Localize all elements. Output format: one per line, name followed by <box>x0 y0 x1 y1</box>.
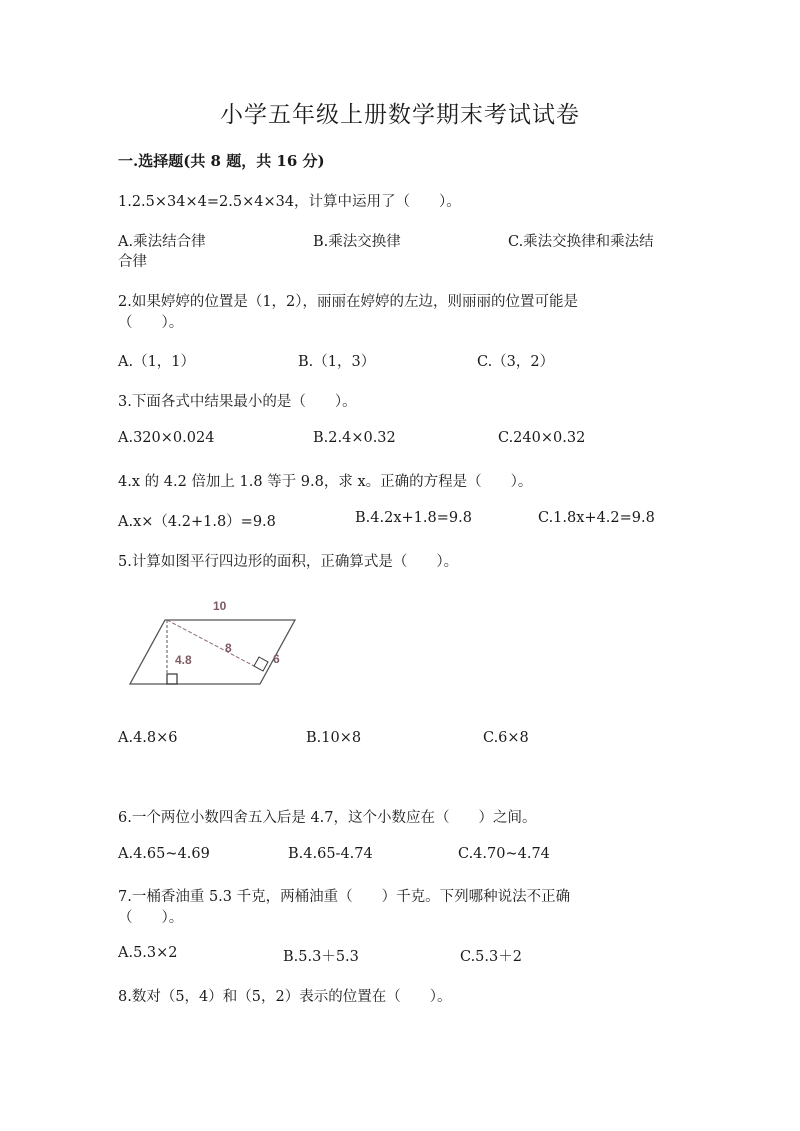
question-2-option-c: C.（3，2） <box>477 354 555 370</box>
question-8-stem: 8.数对（5，4）和（5，2）表示的位置在（ ）。 <box>118 989 452 1005</box>
question-2-option-a: A.（1，1） <box>118 354 196 370</box>
question-5-option-a: A.4.8×6 <box>118 730 178 746</box>
question-6-option-c: C.4.70~4.74 <box>458 846 550 862</box>
question-7-stem-continued: （ ）。 <box>118 910 184 926</box>
question-1-stem: 1.2.5×34×4=2.5×4×34，计算中运用了（ ）。 <box>118 194 461 210</box>
parallelogram-outline <box>130 620 295 684</box>
question-3-option-c: C.240×0.32 <box>498 430 586 446</box>
label-10: 10 <box>213 599 227 613</box>
question-7-option-c: C.5.3＋2 <box>460 949 522 965</box>
question-5-stem: 5.计算如图平行四边形的面积，正确算式是（ ）。 <box>118 554 459 570</box>
question-2-stem-continued: （ ）。 <box>118 315 184 331</box>
question-6-stem: 6.一个两位小数四舍五入后是 4.7，这个小数应在（ ）之间。 <box>118 810 537 826</box>
question-1-option-c-continued: 合律 <box>118 254 147 270</box>
question-3-option-a: A.320×0.024 <box>118 430 215 446</box>
question-6-option-a: A.4.65~4.69 <box>118 846 210 862</box>
label-4-8: 4.8 <box>175 653 192 667</box>
question-3-stem: 3.下面各式中结果最小的是（ ）。 <box>118 394 357 410</box>
section-heading: 一.选择题(共 8 题，共 16 分) <box>118 152 325 170</box>
page-title: 小学五年级上册数学期末考试试卷 <box>220 102 580 128</box>
question-5-option-b: B.10×8 <box>306 730 362 746</box>
question-4-option-a: A.x×（4.2+1.8）=9.8 <box>118 514 276 530</box>
question-3-option-b: B.2.4×0.32 <box>313 430 396 446</box>
question-4-stem: 4.x 的 4.2 倍加上 1.8 等于 9.8，求 x。正确的方程是（ ）。 <box>118 474 533 490</box>
question-4-option-b: B.4.2x+1.8=9.8 <box>355 510 472 526</box>
question-1-option-b: B.乘法交换律 <box>313 234 401 250</box>
question-7-option-a: A.5.3×2 <box>118 945 178 961</box>
label-8: 8 <box>225 641 232 655</box>
question-4-option-c: C.1.8x+4.2=9.8 <box>538 510 655 526</box>
parallelogram-figure <box>125 592 310 692</box>
question-1-option-c: C.乘法交换律和乘法结 <box>508 234 654 250</box>
question-5-option-c: C.6×8 <box>483 730 529 746</box>
side-right-angle-marker <box>254 657 268 671</box>
question-1-option-a: A.乘法结合律 <box>118 234 206 250</box>
question-7-option-b: B.5.3＋5.3 <box>283 949 359 965</box>
question-2-stem: 2.如果婷婷的位置是（1，2），丽丽在婷婷的左边，则丽丽的位置可能是 <box>118 294 579 310</box>
question-7-stem: 7.一桶香油重 5.3 千克，两桶油重（ ）千克。下列哪种说法不正确 <box>118 889 571 905</box>
question-2-option-b: B.（1，3） <box>298 354 376 370</box>
height-right-angle-marker <box>167 674 177 684</box>
question-6-option-b: B.4.65-4.74 <box>288 846 373 862</box>
label-6: 6 <box>273 652 280 666</box>
